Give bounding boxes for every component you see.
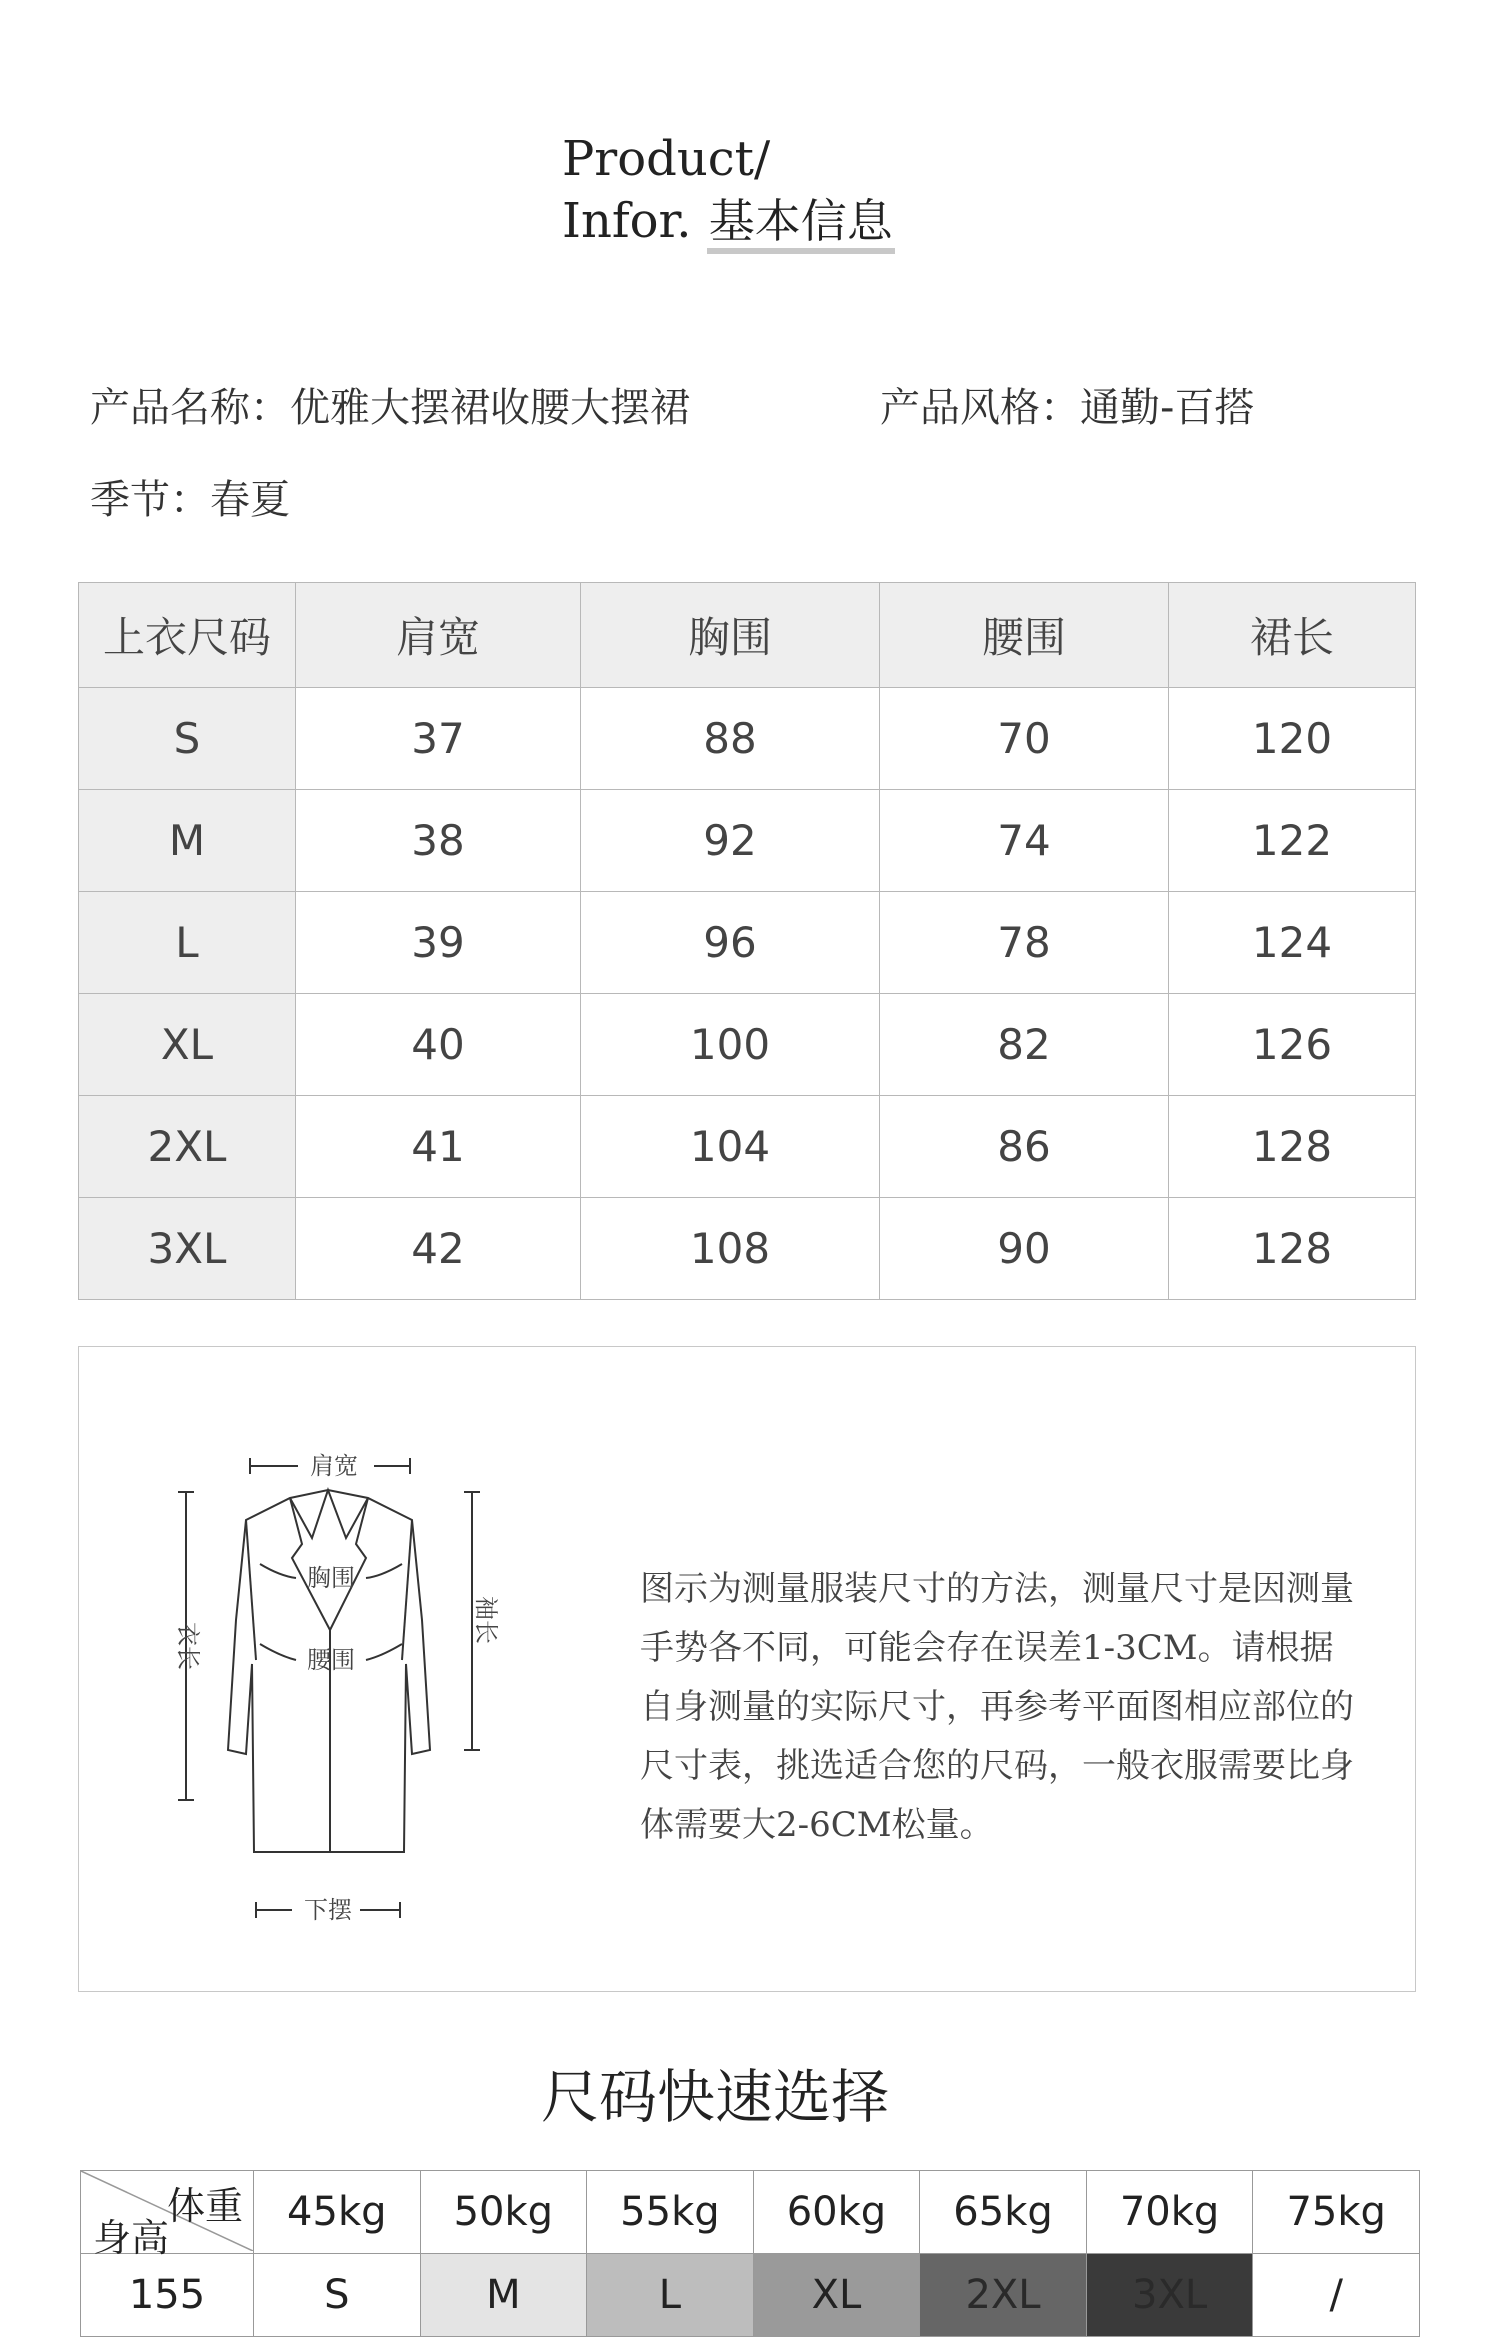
value-cell: 122 — [1169, 790, 1416, 892]
size-cell: 2XL — [79, 1096, 296, 1198]
value-cell: 38 — [296, 790, 581, 892]
weight-cell: 65kg — [920, 2171, 1087, 2254]
product-name — [90, 376, 690, 433]
section-heading — [562, 128, 895, 252]
header-cell: 裙长 — [1169, 583, 1416, 688]
diagram-label-shoulder: 肩宽 — [310, 1452, 358, 1480]
size-table — [78, 582, 1416, 1300]
weight-header-row — [81, 2171, 1420, 2254]
corner-cell — [81, 2171, 254, 2260]
corner-weight-label: 体重 — [166, 2184, 243, 2228]
value-cell: 41 — [296, 1096, 581, 1198]
value-cell: 92 — [581, 790, 880, 892]
quick-select-title: 尺码快速选择 — [540, 2063, 889, 2131]
value-cell: 39 — [296, 892, 581, 994]
size-cell: L — [79, 892, 296, 994]
header-cell: 腰围 — [880, 583, 1169, 688]
coat-measurement-diagram — [160, 1420, 520, 1940]
size-cell: 3XL — [79, 1198, 296, 1300]
weight-cell: 60kg — [753, 2171, 920, 2254]
table-row — [79, 790, 1416, 892]
size-result-cell: L — [587, 2254, 754, 2337]
weight-cell: 70kg — [1086, 2171, 1253, 2254]
diagram-label-length: 衣长 — [174, 1622, 202, 1670]
value-cell: 128 — [1169, 1198, 1416, 1300]
value-cell: 82 — [880, 994, 1169, 1096]
diagram-label-waist: 腰围 — [307, 1646, 355, 1674]
product-name-label: 产品名称： — [90, 385, 290, 431]
weight-cell: 45kg — [254, 2171, 421, 2254]
weight-cell: 55kg — [587, 2171, 754, 2254]
table-row — [79, 688, 1416, 790]
value-cell: 126 — [1169, 994, 1416, 1096]
quick-size-table — [80, 2170, 1420, 2337]
value-cell: 78 — [880, 892, 1169, 994]
product-season-value: 春夏 — [210, 477, 290, 523]
header-cell: 肩宽 — [296, 583, 581, 688]
value-cell: 96 — [581, 892, 880, 994]
table-row — [79, 1096, 1416, 1198]
size-table-header — [79, 583, 1416, 688]
product-season — [90, 468, 290, 525]
size-result-cell: M — [420, 2254, 587, 2337]
value-cell: 90 — [880, 1198, 1169, 1300]
value-cell: 108 — [581, 1198, 880, 1300]
diagram-label-sleeve: 袖长 — [472, 1596, 500, 1644]
value-cell: 120 — [1169, 688, 1416, 790]
product-style-value: 通勤-百搭 — [1080, 385, 1255, 431]
table-row — [81, 2254, 1420, 2337]
product-name-value: 优雅大摆裙收腰大摆裙 — [290, 385, 690, 431]
size-result-cell: 3XL — [1086, 2254, 1253, 2337]
table-row — [79, 892, 1416, 994]
value-cell: 104 — [581, 1096, 880, 1198]
header-cell: 胸围 — [581, 583, 880, 688]
product-season-label: 季节： — [90, 477, 210, 523]
height-cell: 155 — [81, 2254, 254, 2337]
value-cell: 86 — [880, 1096, 1169, 1198]
heading-cn: 基本信息 — [707, 194, 895, 254]
product-style — [880, 376, 1254, 433]
header-cell: 上衣尺码 — [79, 583, 296, 688]
weight-cell: 50kg — [420, 2171, 587, 2254]
diagram-label-chest: 胸围 — [307, 1564, 355, 1592]
corner-height-label: 身高 — [93, 2216, 170, 2260]
value-cell: 70 — [880, 688, 1169, 790]
diagram-label-hem: 下摆 — [304, 1896, 352, 1924]
size-cell: XL — [79, 994, 296, 1096]
heading-en: Infor. — [562, 193, 692, 249]
size-result-cell: 2XL — [920, 2254, 1087, 2337]
size-cell: S — [79, 688, 296, 790]
weight-cell: 75kg — [1253, 2171, 1420, 2254]
value-cell: 74 — [880, 790, 1169, 892]
heading-line2 — [562, 190, 895, 252]
measurement-guide-text: 图示为测量服装尺寸的方法，测量尺寸是因测量手势各不同，可能会存在误差1-3CM。请根据自身测量的实际尺寸，再参考平面图相应部位的尺寸表，挑选适合您的尺码，一般衣服需要比身体需要大2-6CM松量。 — [640, 1569, 1354, 1845]
size-cell: M — [79, 790, 296, 892]
value-cell: 128 — [1169, 1096, 1416, 1198]
value-cell: 37 — [296, 688, 581, 790]
size-result-cell: / — [1253, 2254, 1420, 2337]
value-cell: 100 — [581, 994, 880, 1096]
size-result-cell: S — [254, 2254, 421, 2337]
product-style-label: 产品风格： — [880, 385, 1080, 431]
value-cell: 88 — [581, 688, 880, 790]
table-row — [79, 994, 1416, 1096]
value-cell: 124 — [1169, 892, 1416, 994]
value-cell: 42 — [296, 1198, 581, 1300]
value-cell: 40 — [296, 994, 581, 1096]
heading-line1: Product/ — [562, 131, 771, 187]
table-row — [79, 1198, 1416, 1300]
size-result-cell: XL — [753, 2254, 920, 2337]
